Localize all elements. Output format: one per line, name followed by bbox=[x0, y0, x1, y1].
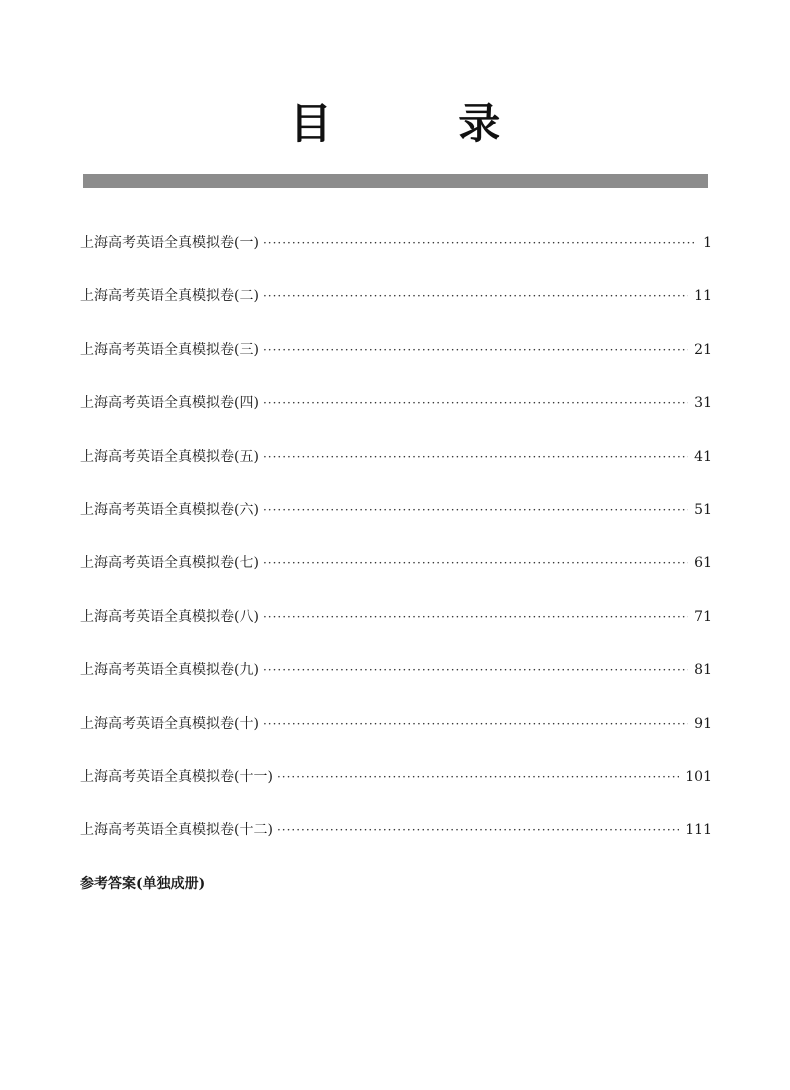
toc-dot-leader bbox=[263, 228, 697, 258]
toc-entry-page: 11 bbox=[694, 288, 712, 305]
toc-dot-leader bbox=[277, 762, 679, 792]
toc-entry[interactable] bbox=[80, 815, 712, 868]
toc-entry-title: 上海高考英语全真模拟卷(二) bbox=[80, 288, 259, 305]
toc-entry-title: 上海高考英语全真模拟卷(四) bbox=[80, 395, 259, 412]
toc-entry-title: 上海高考英语全真模拟卷(七) bbox=[80, 555, 259, 572]
toc-entry-page: 61 bbox=[694, 555, 712, 572]
toc-dot-leader bbox=[263, 442, 688, 472]
toc-entry-title: 上海高考英语全真模拟卷(十二) bbox=[80, 822, 273, 839]
toc-entry[interactable] bbox=[80, 335, 712, 388]
toc-entry[interactable] bbox=[80, 709, 712, 762]
toc-entry-title: 上海高考英语全真模拟卷(十) bbox=[80, 715, 259, 732]
toc-entry[interactable] bbox=[80, 548, 712, 601]
toc-entry[interactable] bbox=[80, 495, 712, 548]
toc-entry-page: 1 bbox=[703, 235, 712, 251]
toc-entry-page: 111 bbox=[685, 822, 712, 839]
toc-entry-page: 31 bbox=[694, 395, 712, 412]
toc-dot-leader bbox=[263, 602, 688, 632]
toc-entry-page: 41 bbox=[694, 448, 712, 465]
toc-entry-title: 上海高考英语全真模拟卷(十一) bbox=[80, 768, 273, 785]
toc-entry-title: 上海高考英语全真模拟卷(九) bbox=[80, 662, 259, 679]
toc-dot-leader bbox=[263, 548, 688, 578]
toc-entry-title: 上海高考英语全真模拟卷(六) bbox=[80, 501, 259, 518]
toc-entry[interactable] bbox=[80, 762, 712, 815]
toc-entry-page: 101 bbox=[685, 768, 712, 785]
toc-entry[interactable] bbox=[80, 228, 712, 281]
toc-entry-page: 21 bbox=[694, 341, 712, 358]
toc-dot-leader bbox=[263, 709, 688, 739]
toc-entry-page: 71 bbox=[694, 608, 712, 625]
toc-dot-leader bbox=[263, 388, 688, 418]
table-of-contents bbox=[80, 228, 712, 869]
toc-dot-leader bbox=[263, 335, 688, 365]
toc-entry[interactable] bbox=[80, 388, 712, 441]
toc-dot-leader bbox=[277, 815, 679, 845]
title-divider bbox=[83, 174, 708, 188]
toc-entry-page: 91 bbox=[694, 715, 712, 732]
toc-entry[interactable] bbox=[80, 281, 712, 334]
toc-entry[interactable] bbox=[80, 655, 712, 708]
page-title: 目 录 bbox=[289, 99, 557, 148]
toc-entry-page: 81 bbox=[694, 662, 712, 679]
toc-entry-title: 上海高考英语全真模拟卷(三) bbox=[80, 341, 259, 358]
toc-dot-leader bbox=[263, 281, 688, 311]
toc-dot-leader bbox=[263, 495, 688, 525]
toc-entry-title: 上海高考英语全真模拟卷(八) bbox=[80, 608, 259, 625]
toc-entry[interactable] bbox=[80, 442, 712, 495]
toc-entry-title: 上海高考英语全真模拟卷(一) bbox=[80, 235, 259, 251]
toc-entry-title: 上海高考英语全真模拟卷(五) bbox=[80, 448, 259, 465]
toc-entry-page: 51 bbox=[694, 501, 712, 518]
answer-key-note: 参考答案(单独成册) bbox=[80, 876, 206, 892]
toc-entry[interactable] bbox=[80, 602, 712, 655]
toc-dot-leader bbox=[263, 655, 688, 685]
